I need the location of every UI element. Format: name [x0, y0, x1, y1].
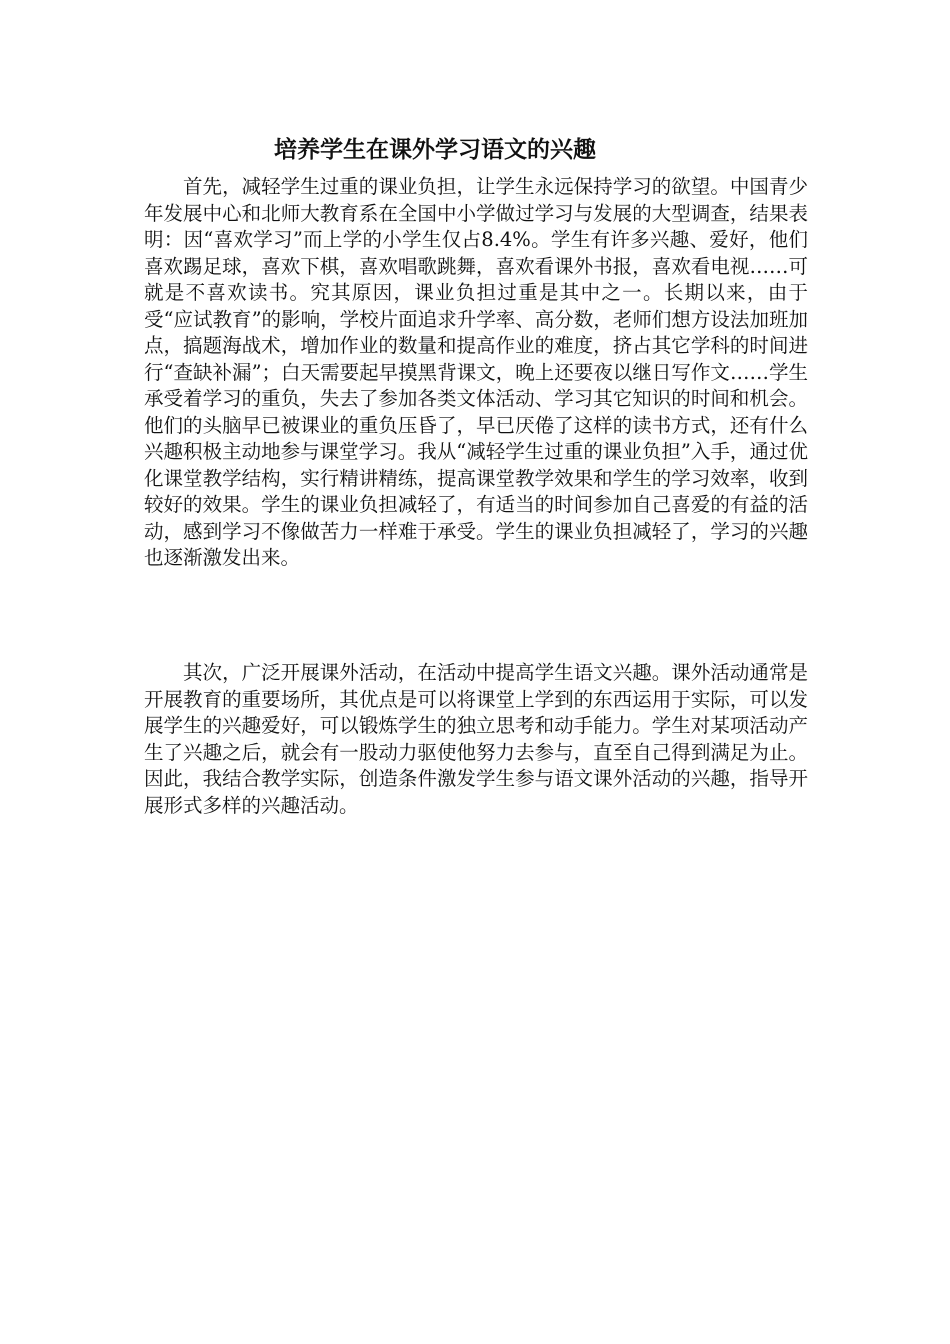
paragraph-1-text: 首先，减轻学生过重的课业负担，让学生永远保持学习的欲望。中国青少年发展中心和北师大教育系在全国中小学做过学习与发展的大型调查，结果表明：因“喜欢学习”而上学的小学生仅占8.4%。学生有许多兴趣、爱好，他们喜欢踢足球，喜欢下棋，喜欢唱歌跳舞，喜欢看课外书报，喜欢看电视……可就是不喜欢读书。究其原因，课业负担过重是其中之一。长期以来，由于受“应试教育”的影响，学校片面追求升学率、高分数，老师们想方设法加班加点，搞题海战术，增加作业的数量和提高作业的难度，挤占其它学科的时间进行“查缺补漏”；白天需要起早摸黑背课文，晚上还要夜以继日写作文……学生承受着学习的重负，失去了参加各类文体活动、学习其它知识的时间和机会。他们的头脑早已被课业的重负压昏了，早已厌倦了这样的读书方式，还有什么兴趣积极主动地参与课堂学习。我从“减轻学生过重的课业负担”入手，通过优化课堂教学结构，实行精讲精练，提高课堂教学效果和学生的学习效率，收到较好的效果。学生的课业负担减轻了，有适当的时间参加自己喜爱的有益的活动，感到学习不像做苦力一样难于承受。学生的课业负担减轻了，学习的兴趣也逐渐激发出来。	[144, 175, 808, 569]
paragraph-2	[144, 660, 808, 819]
document-title: 培养学生在课外学习语文的兴趣	[274, 136, 596, 163]
paragraph-1	[144, 174, 808, 572]
paragraph-2-text: 其次，广泛开展课外活动，在活动中提高学生语文兴趣。课外活动通常是开展教育的重要场所，其优点是可以将课堂上学到的东西运用于实际，可以发展学生的兴趣爱好，可以锻炼学生的独立思考和动手能力。学生对某项活动产生了兴趣之后，就会有一股动力驱使他努力去参与，直至自己得到满足为止。因此，我结合教学实际，创造条件激发学生参与语文课外活动的兴趣，指导开展形式多样的兴趣活动。	[144, 661, 808, 817]
